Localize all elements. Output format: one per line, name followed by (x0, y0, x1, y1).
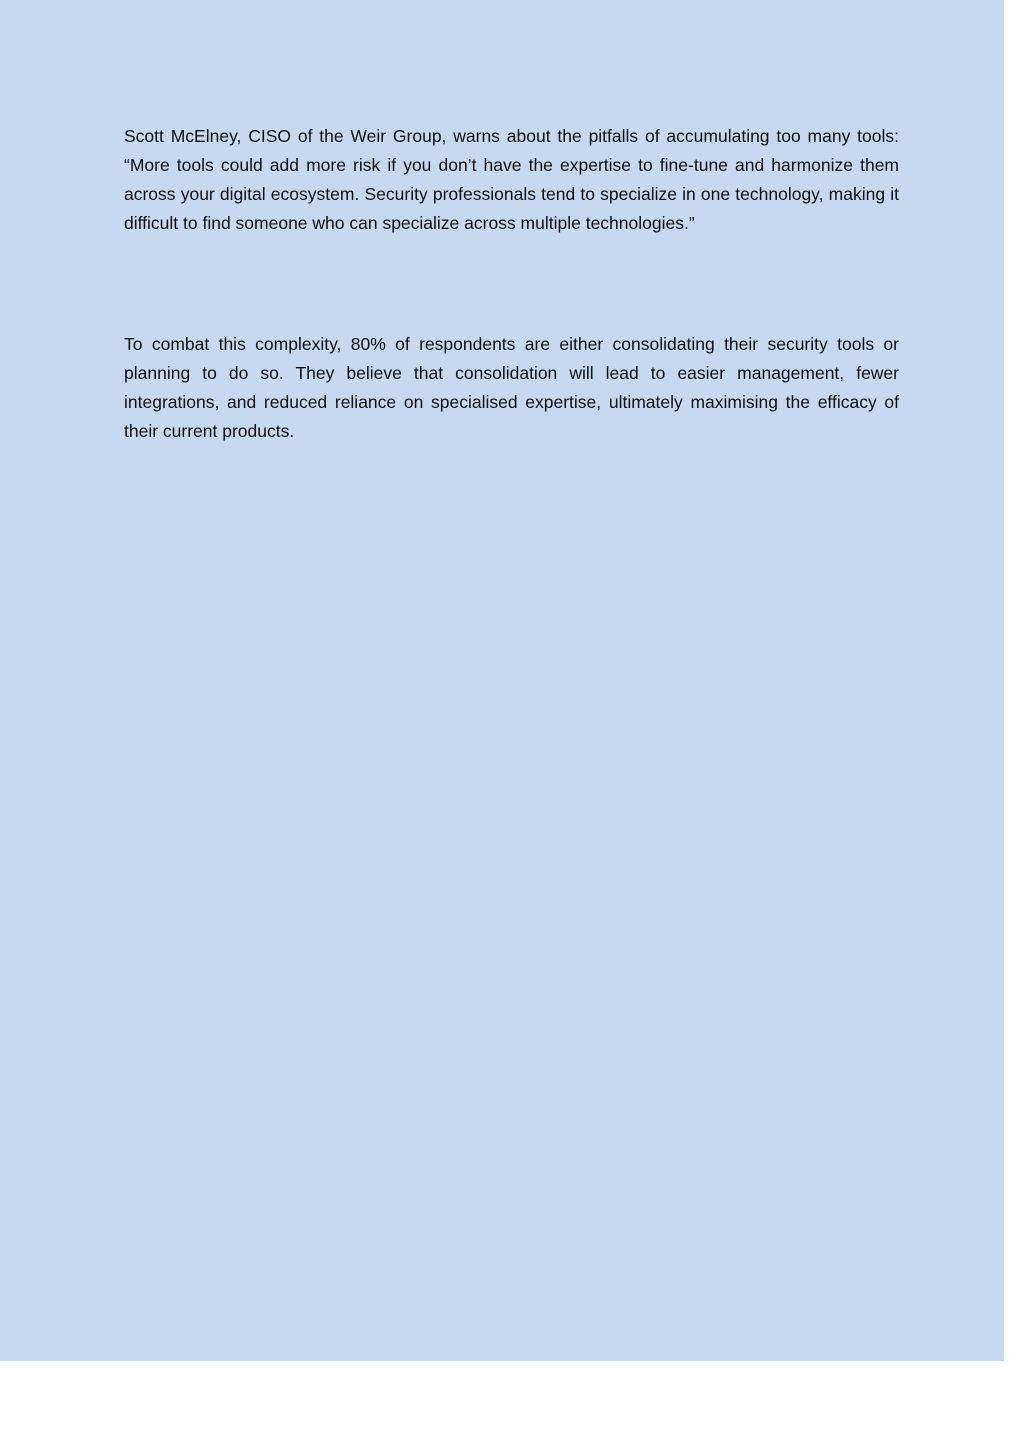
paragraph-mcelney-quote: Scott McElney, CISO of the Weir Group, warns about the pitfalls of accumulating too many tools: “More tools could add more risk if you don’t have the expertise to fine-tune and harmonize them across your digital ecosystem. Security professionals tend to specialize in one technology, making it difficult to find someone who can specialize across multiple technologies.” (124, 126, 899, 233)
paragraph-consolidation: To combat this complexity, 80% of respondents are either consolidating their security tools or planning to do so. They believe that consolidation will lead to easier management, fewer integrations, and reduced reliance on specialised expertise, ultimately maximising the efficacy of their current products. (124, 334, 899, 441)
